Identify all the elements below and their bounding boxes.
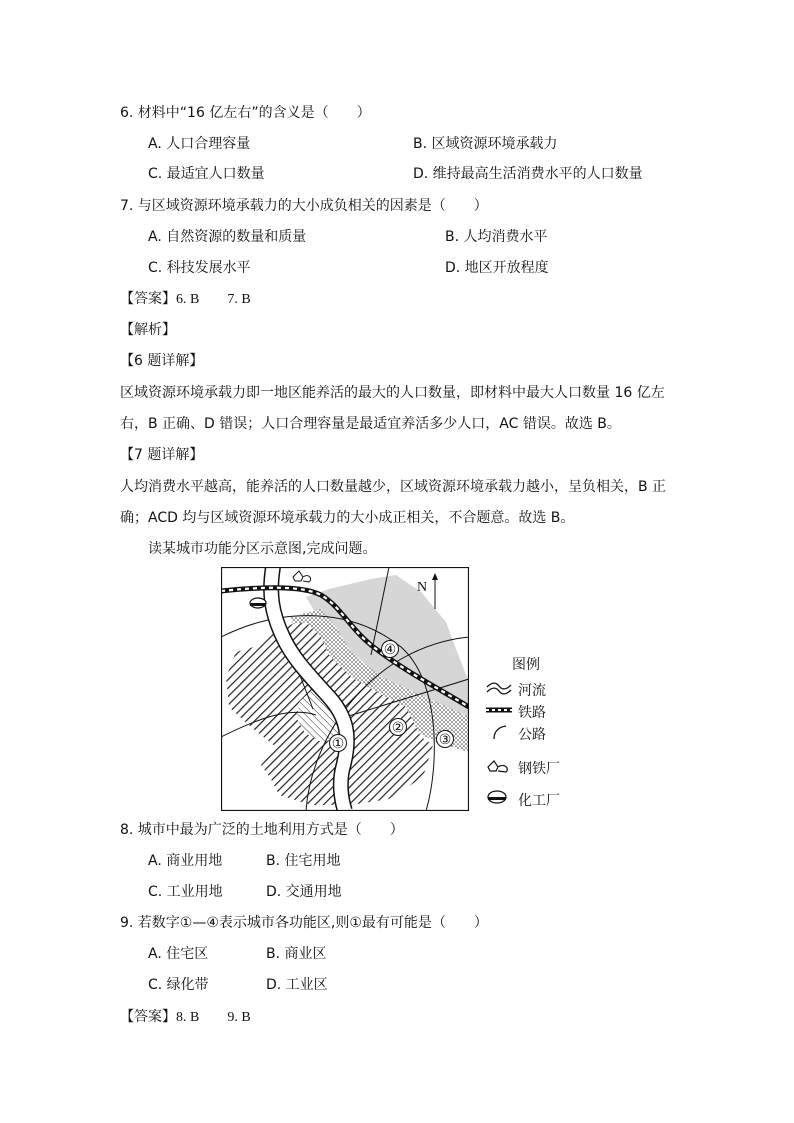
q9-option-a: A. 住宅区 bbox=[148, 946, 209, 962]
river-icon bbox=[486, 680, 512, 696]
detail-7-line-2: 确；ACD 均与区域资源环境承载力的大小成正相关，不合题意。故选 B。 bbox=[120, 510, 575, 526]
q6-option-a: A. 人口合理容量 bbox=[148, 136, 251, 152]
q8-option-c: C. 工业用地 bbox=[148, 884, 223, 900]
q9-option-d: D. 工业区 bbox=[266, 977, 328, 993]
answer-value: 8. B 9. B bbox=[176, 1010, 251, 1025]
q7-option-d: D. 地区开放程度 bbox=[445, 260, 549, 276]
zone-2-label: ② bbox=[391, 720, 405, 736]
zone-1-label: ① bbox=[331, 736, 345, 752]
answer-block-2 bbox=[120, 1007, 251, 1028]
q6-option-c: C. 最适宜人口数量 bbox=[148, 166, 265, 182]
answer-block-1 bbox=[120, 289, 251, 310]
q6-option-b: B. 区域资源环境承载力 bbox=[413, 136, 558, 152]
chemical-plant-icon bbox=[486, 790, 512, 806]
steel-plant-icon bbox=[486, 758, 512, 774]
q8-stem: 8. 城市中最为广泛的土地利用方式是（ ） bbox=[120, 822, 404, 838]
q7-option-c: C. 科技发展水平 bbox=[148, 260, 251, 276]
analysis-label: 【解析】 bbox=[120, 322, 176, 338]
q8-option-a: A. 商业用地 bbox=[148, 853, 223, 869]
road-icon bbox=[486, 724, 512, 740]
detail-7-line-1: 人均消费水平越高，能养活的人口数量越少，区域资源环境承载力越小，呈负相关，B 正 bbox=[120, 479, 667, 495]
detail-6-line-2: 右，B 正确、D 错误；人口合理容量是最适宜养活多少人口，AC 错误。故选 B。 bbox=[120, 416, 621, 432]
q8-option-d: D. 交通用地 bbox=[266, 884, 342, 900]
north-label: N bbox=[417, 580, 428, 595]
q9-option-b: B. 商业区 bbox=[266, 946, 327, 962]
q6-option-d: D. 维持最高生活消费水平的人口数量 bbox=[413, 166, 643, 182]
railway-icon bbox=[486, 702, 512, 718]
q9-option-c: C. 绿化带 bbox=[148, 977, 209, 993]
q7-option-a: A. 自然资源的数量和质量 bbox=[148, 229, 307, 245]
chemical-plant-icon bbox=[250, 598, 266, 608]
q7-stem: 7. 与区域资源环境承载力的大小成负相关的因素是（ ） bbox=[120, 198, 488, 214]
zone-3-label: ③ bbox=[438, 732, 452, 748]
legend-title: 图例 bbox=[512, 657, 540, 673]
detail-6-label: 【6 题详解】 bbox=[120, 353, 204, 369]
q6-stem: 6. 材料中“16 亿左右”的含义是（ ） bbox=[120, 105, 371, 121]
city-zone-map bbox=[221, 567, 469, 811]
detail-7-label: 【7 题详解】 bbox=[120, 447, 204, 463]
map-intro: 读某城市功能分区示意图,完成问题。 bbox=[148, 541, 377, 557]
answer-label: 【答案】 bbox=[120, 1009, 176, 1025]
q7-option-b: B. 人均消费水平 bbox=[445, 229, 548, 245]
detail-6-line-1: 区域资源环境承载力即一地区能养活的最大的人口数量，即材料中最大人口数量 16 亿左 bbox=[120, 385, 665, 401]
q9-stem: 9. 若数字①—④表示城市各功能区,则①最有可能是（ ） bbox=[120, 915, 488, 931]
zone-4-label: ④ bbox=[383, 642, 397, 658]
answer-value: 6. B 7. B bbox=[176, 292, 251, 307]
q8-option-b: B. 住宅用地 bbox=[266, 853, 341, 869]
answer-label: 【答案】 bbox=[120, 291, 176, 307]
